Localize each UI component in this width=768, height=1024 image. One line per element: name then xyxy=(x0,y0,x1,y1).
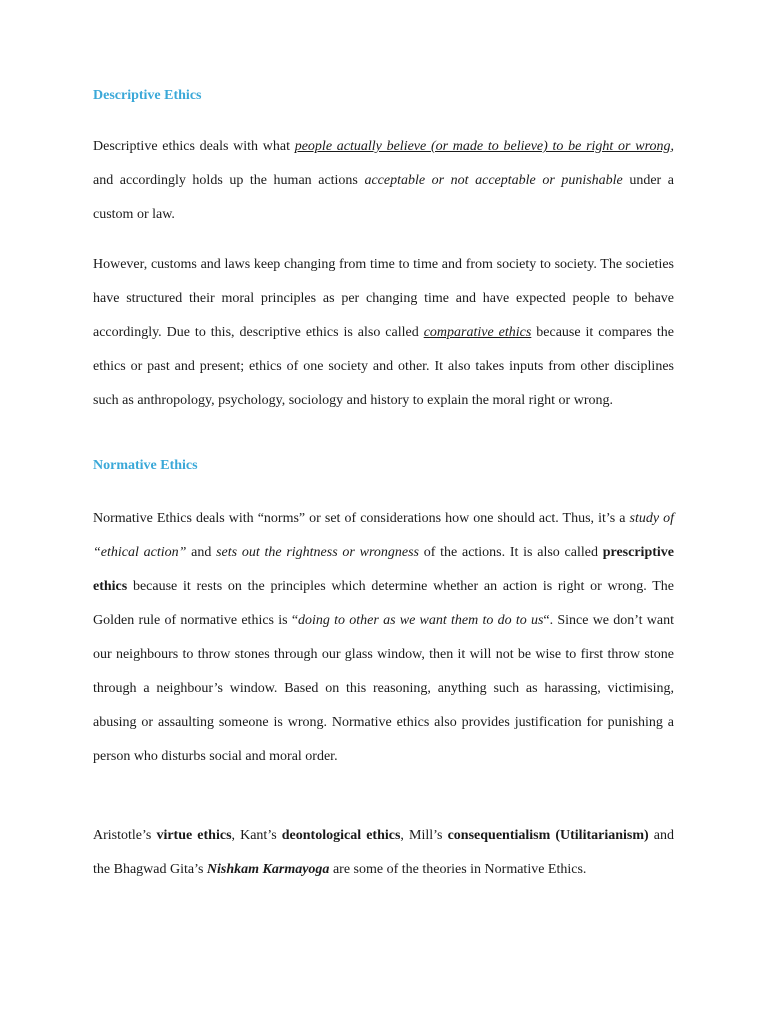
paragraph-normative-2 xyxy=(93,819,674,887)
text-run: because it rests on the principles which determine whether an action is right or wrong. The Golden rule of normative ethics is “ xyxy=(93,579,674,628)
text-run: , and accordingly holds up the human actions xyxy=(93,139,674,188)
text-run: Descriptive ethics deals with what xyxy=(93,139,295,154)
text-run: are some of the theories in Normative Ethics. xyxy=(329,862,587,877)
text-run: because it compares the ethics or past and present; ethics of one society and other. It also takes inputs from other disciplines such as anthropology, psychology, sociology and history to explain the moral right or wrong. xyxy=(93,325,675,408)
text-run: and the Bhagwad Gita’s xyxy=(93,828,674,877)
text-run: , Kant’s xyxy=(231,828,282,843)
section-heading-descriptive-ethics: Descriptive Ethics xyxy=(93,88,202,103)
italic-phrase: study of “ethical action” xyxy=(93,511,674,560)
text-run: and xyxy=(186,545,217,560)
italic-phrase: sets out the rightness or wrongness xyxy=(216,545,419,560)
bold-italic-term: Nishkam Karmayoga xyxy=(206,862,330,877)
text-run: of the actions. It is also called xyxy=(418,545,603,560)
paragraph-descriptive-2 xyxy=(93,248,674,418)
underlined-phrase: people actually believe (or made to believe) to be right or wrong xyxy=(294,139,671,154)
bold-term: deontological ethics xyxy=(281,828,401,843)
italic-phrase: doing to other as we want them to do to us xyxy=(298,613,544,628)
bold-term: prescriptive ethics xyxy=(93,545,674,594)
underlined-phrase: comparative ethics xyxy=(423,325,532,340)
text-run: under a custom or law. xyxy=(93,173,675,222)
paragraph-descriptive-1 xyxy=(93,130,674,232)
italic-phrase: acceptable or not acceptable or punishable xyxy=(364,173,623,188)
paragraph-normative-1 xyxy=(93,502,674,774)
text-run: However, customs and laws keep changing from time to time and from society to society. The societies have structured their moral principles as per changing time and have expected people to behave accordingly. Due to this, descriptive ethics is also called xyxy=(93,257,674,340)
bold-term: consequentialism (Utilitarianism) xyxy=(447,828,649,843)
text-run: , Mill’s xyxy=(400,828,448,843)
text-run: Normative Ethics deals with “norms” or set of considerations how one should act. Thus, it’s a xyxy=(93,511,630,526)
bold-term: virtue ethics xyxy=(156,828,232,843)
text-run: “. Since we don’t want our neighbours to throw stones through our glass window, then it will not be wise to first throw stone through a neighbour’s window. Based on this reasoning, anything such as harassing, victimising, abusing or assaulting someone is wrong. Normative ethics also provides justification for punishing a person who disturbs social and moral order. xyxy=(93,613,675,764)
section-heading-normative-ethics: Normative Ethics xyxy=(93,458,198,473)
text-run: Aristotle’s xyxy=(93,828,157,843)
